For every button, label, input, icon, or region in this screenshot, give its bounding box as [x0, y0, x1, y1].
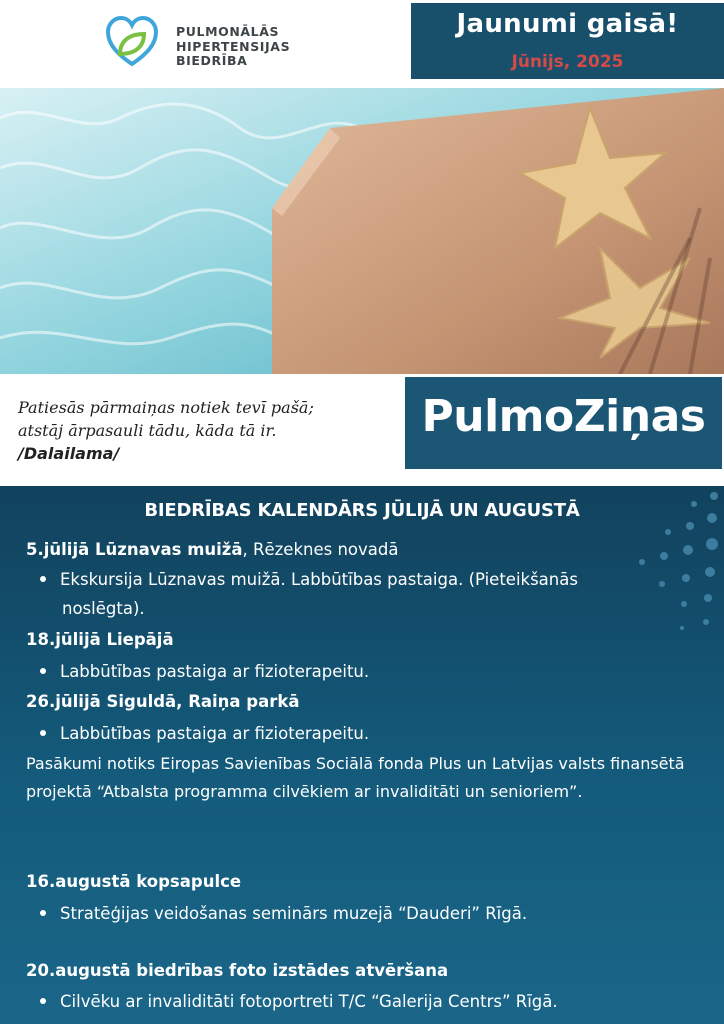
bullet-icon	[40, 730, 46, 736]
bullet-icon	[40, 998, 46, 1004]
bullet-icon	[40, 668, 46, 674]
newsletter-badge	[411, 3, 724, 79]
event-5-heading: 20.augustā biedrības foto izstādes atvēršana	[26, 961, 449, 980]
quote-line-1: Patiesās pārmaiņas notiek tevī pašā;	[18, 398, 314, 417]
calendar-title: BIEDRĪBAS KALENDĀRS JŪLIJĀ UN AUGUSTĀ	[144, 500, 580, 521]
quote	[18, 396, 314, 465]
brand-box	[405, 377, 722, 469]
event-2-item: Labbūtības pastaiga ar fizioterapeitu.	[40, 662, 369, 681]
event-1-heading: 5.jūlijā Lūznavas muižā, Rēzeknes novadā	[26, 540, 399, 559]
event-3-item: Labbūtības pastaiga ar fizioterapeitu.	[40, 724, 369, 743]
issue-date: Jūnijs, 2025	[511, 52, 624, 72]
organization-name: PULMONĀLĀS HIPERTENSIJAS BIEDRĪBA	[176, 24, 291, 68]
quote-line-2: atstāj ārpasauli tādu, kāda tā ir.	[18, 421, 277, 440]
event-5-item: Cilvēku ar invaliditāti fotoportreti T/C “Galerija Centrs” Rīgā.	[40, 992, 558, 1011]
pool-starfish-photo	[0, 88, 724, 374]
event-1-item-cont: noslēgta).	[62, 599, 145, 618]
calendar-panel	[0, 486, 724, 1024]
heart-leaf-logo-icon	[104, 14, 160, 70]
event-3-heading: 26.jūlijā Siguldā, Raiņa parkā	[26, 692, 300, 711]
event-2-heading: 18.jūlijā Liepājā	[26, 630, 174, 649]
newsletter-brand: PulmoZiņas	[421, 391, 706, 442]
newsletter-title: Jaunumi gaisā!	[456, 9, 679, 39]
header	[0, 0, 724, 88]
event-1-item: Ekskursija Lūznavas muižā. Labbūtības pastaiga. (Pieteikšanās	[40, 570, 578, 589]
event-4-heading: 16.augustā kopsapulce	[26, 872, 242, 891]
bullet-icon	[40, 910, 46, 916]
quote-author: /Dalailama/	[18, 444, 120, 463]
event-4-item: Stratēģijas veidošanas seminārs muzejā “Dauderi” Rīgā.	[40, 904, 527, 923]
funding-note: Pasākumi notiks Eiropas Savienības Sociālā fonda Plus un Latvijas valsts finansētā projektā “Atbalsta programma cilvēkiem ar invaliditāti un senioriem”.	[26, 754, 685, 801]
bullet-icon	[40, 576, 46, 582]
